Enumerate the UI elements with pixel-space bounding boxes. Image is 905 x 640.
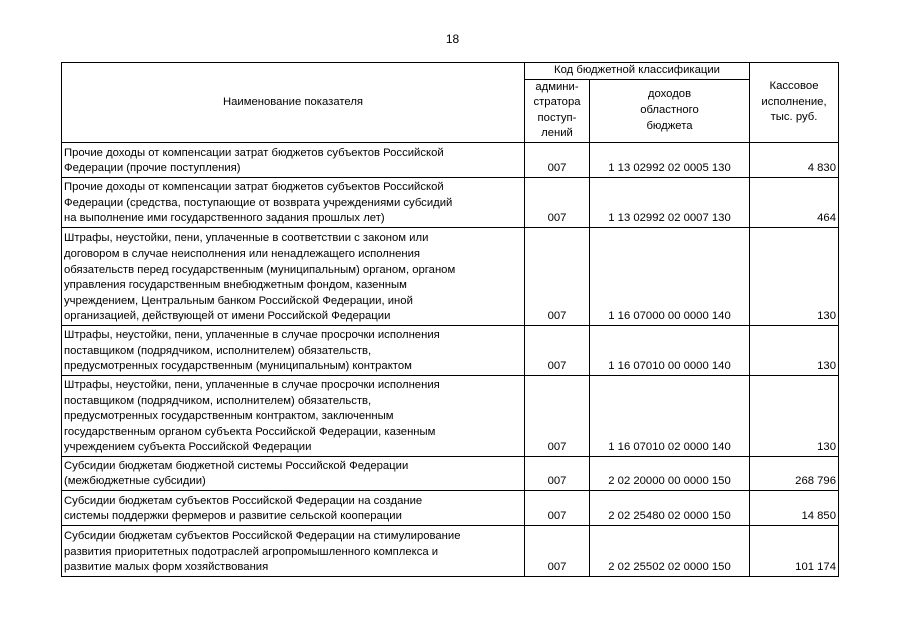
row-amount: 268 796: [750, 456, 839, 490]
table-row: [62, 456, 839, 490]
table-row: [62, 525, 839, 576]
row-code: 2 02 25480 02 0000 150: [590, 490, 750, 525]
budget-table: [61, 62, 839, 577]
row-name: Субсидии бюджетам субъектов Российской Федерации на стимулирование развития приоритетных подотраслей агропромышленного комплекса и развитие малых форм хозяйствования: [62, 525, 525, 576]
row-admin: 007: [525, 456, 590, 490]
header-income: доходов областного бюджета: [590, 79, 750, 142]
row-name: Штрафы, неустойки, пени, уплаченные в случае просрочки исполнения поставщиком (подрядчиком, исполнителем) обязательств, предусмотренных государственным контрактом, заключенным государственным органом субъекта Российской Федерации, казенным учреждением субъекта Российской Федерации: [62, 375, 525, 456]
table-row: [62, 375, 839, 456]
row-amount: 464: [750, 177, 839, 227]
row-admin: 007: [525, 325, 590, 375]
row-admin: 007: [525, 227, 590, 325]
row-code: 1 16 07000 00 0000 140: [590, 227, 750, 325]
row-amount: 101 174: [750, 525, 839, 576]
table-row: [62, 490, 839, 525]
row-name: Субсидии бюджетам бюджетной системы Российской Федерации (межбюджетные субсидии): [62, 456, 525, 490]
row-amount: 130: [750, 375, 839, 456]
table-row: [62, 177, 839, 227]
row-amount: 14 850: [750, 490, 839, 525]
table-row: [62, 142, 839, 177]
row-name: Штрафы, неустойки, пени, уплаченные в соответствии с законом или договором в случае неисполнения или ненадлежащего исполнения обязательств перед государственным (муниципальным) органом, органом управления государственным внебюджетным фондом, казенным учреждением, Центральным банком Российской Федерации, иной организацией, действующей от имени Российской Федерации: [62, 227, 525, 325]
page-number: 18: [445, 32, 460, 46]
row-admin: 007: [525, 490, 590, 525]
row-admin: 007: [525, 177, 590, 227]
row-admin: 007: [525, 142, 590, 177]
row-code: 1 13 02992 02 0007 130: [590, 177, 750, 227]
row-admin: 007: [525, 525, 590, 576]
row-code: 2 02 25502 02 0000 150: [590, 525, 750, 576]
row-code: 1 16 07010 02 0000 140: [590, 375, 750, 456]
header-code-group: Код бюджетной классификации: [525, 63, 750, 80]
row-admin: 007: [525, 375, 590, 456]
row-name: Штрафы, неустойки, пени, уплаченные в случае просрочки исполнения поставщиком (подрядчиком, исполнителем) обязательств, предусмотренных государственным (муниципальным) контрактом: [62, 325, 525, 375]
table-row: [62, 325, 839, 375]
table-row: [62, 227, 839, 325]
row-amount: 130: [750, 325, 839, 375]
row-name: Прочие доходы от компенсации затрат бюджетов субъектов Российской Федерации (прочие поступления): [62, 142, 525, 177]
header-name: Наименование показателя: [62, 63, 525, 143]
row-code: 1 16 07010 00 0000 140: [590, 325, 750, 375]
row-amount: 130: [750, 227, 839, 325]
row-code: 2 02 20000 00 0000 150: [590, 456, 750, 490]
header-admin: админи- стратора поступ- лений: [525, 79, 590, 142]
header-amount: Кассовое исполнение, тыс. руб.: [750, 63, 839, 143]
row-name: Субсидии бюджетам субъектов Российской Федерации на создание системы поддержки фермеров и развитие сельской кооперации: [62, 490, 525, 525]
row-amount: 4 830: [750, 142, 839, 177]
row-name: Прочие доходы от компенсации затрат бюджетов субъектов Российской Федерации (средства, поступающие от возврата учреждениями субсидий на выполнение ими государственного задания прошлых лет): [62, 177, 525, 227]
row-code: 1 13 02992 02 0005 130: [590, 142, 750, 177]
